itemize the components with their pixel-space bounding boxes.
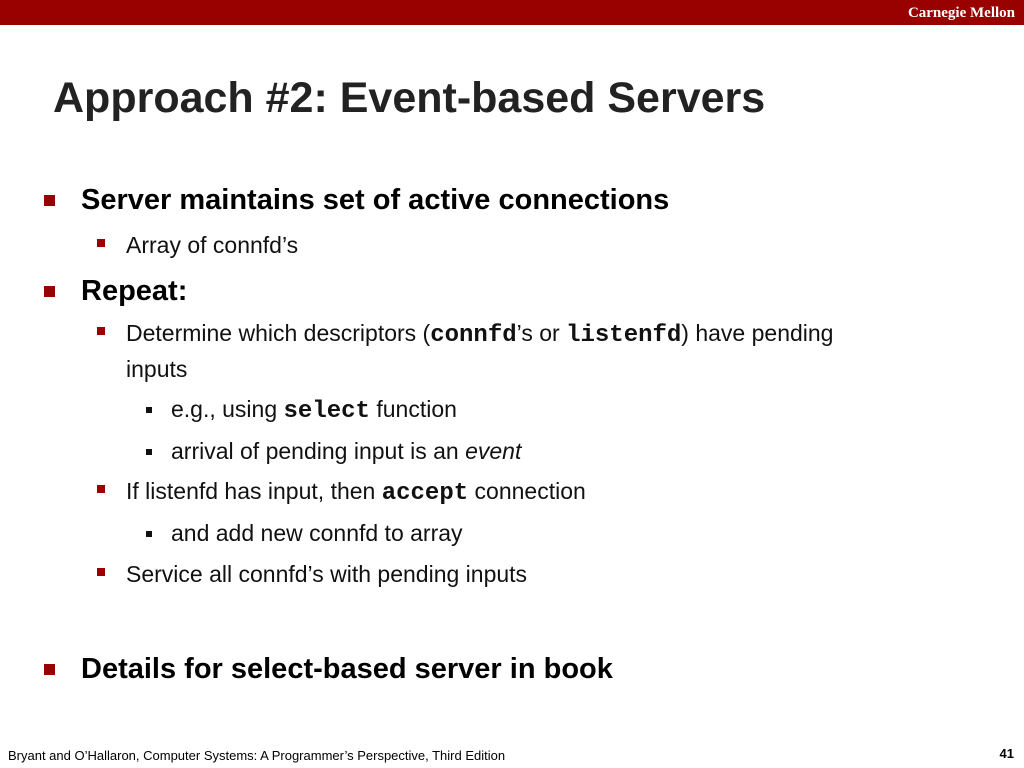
subbullet-determine-continued <box>126 354 187 384</box>
square-bullet-icon <box>44 664 55 675</box>
subsubbullet-add-connfd <box>171 518 463 548</box>
bullet-text: inputs <box>126 356 188 382</box>
bullet-text: Array of connfd’s <box>126 232 299 258</box>
square-bullet-icon <box>97 485 105 493</box>
bullet-text: Server maintains set of active connections <box>81 184 670 216</box>
bullet-text-part: connection <box>468 478 586 504</box>
code-listenfd: listenfd <box>566 322 682 349</box>
subbullet-service <box>126 559 527 589</box>
code-select: select <box>283 398 370 425</box>
bullet-text-part: e.g., using <box>171 396 284 422</box>
bullet-details <box>81 651 613 687</box>
subbullet-determine <box>126 318 833 351</box>
bullet-text-part: function <box>369 396 457 422</box>
small-square-bullet-icon <box>146 449 152 455</box>
square-bullet-icon <box>44 286 55 297</box>
bullet-repeat <box>81 273 187 309</box>
small-square-bullet-icon <box>146 407 152 413</box>
brand-name: Carnegie Mellon <box>907 5 1015 21</box>
slide-title: Approach #2: Event-based Servers <box>53 74 766 122</box>
footer-citation: Bryant and O’Hallaron, Computer Systems: A Programmer’s Perspective, Third Edition <box>8 748 506 763</box>
header-bar <box>0 0 1024 25</box>
bullet-text: Details for select-based server in book <box>81 653 613 685</box>
bullet-text-part: ’s or <box>516 320 567 346</box>
bullet-text: Service all connfd’s with pending inputs <box>126 561 528 587</box>
bullet-text-part: ) have pending <box>681 320 834 346</box>
bullet-text: Repeat: <box>81 275 188 307</box>
bullet-text-part: arrival of pending input is an <box>171 438 466 464</box>
subbullet-array <box>126 230 298 260</box>
bullet-server-maintains <box>81 182 669 218</box>
code-accept: accept <box>381 480 469 507</box>
square-bullet-icon <box>97 568 105 576</box>
bullet-text-part: If listenfd has input, then <box>126 478 382 504</box>
square-bullet-icon <box>44 195 55 206</box>
code-connfd: connfd <box>430 322 517 349</box>
subsubbullet-event <box>171 436 521 466</box>
square-bullet-icon <box>97 327 105 335</box>
subsubbullet-select <box>171 394 457 427</box>
square-bullet-icon <box>97 239 105 247</box>
page-number: 41 <box>999 746 1014 761</box>
bullet-text: and add new connfd to array <box>171 520 463 546</box>
subbullet-listenfd <box>126 476 586 509</box>
small-square-bullet-icon <box>146 531 152 537</box>
emphasis-event: event <box>465 438 522 464</box>
bullet-text-part: Determine which descriptors ( <box>126 320 431 346</box>
